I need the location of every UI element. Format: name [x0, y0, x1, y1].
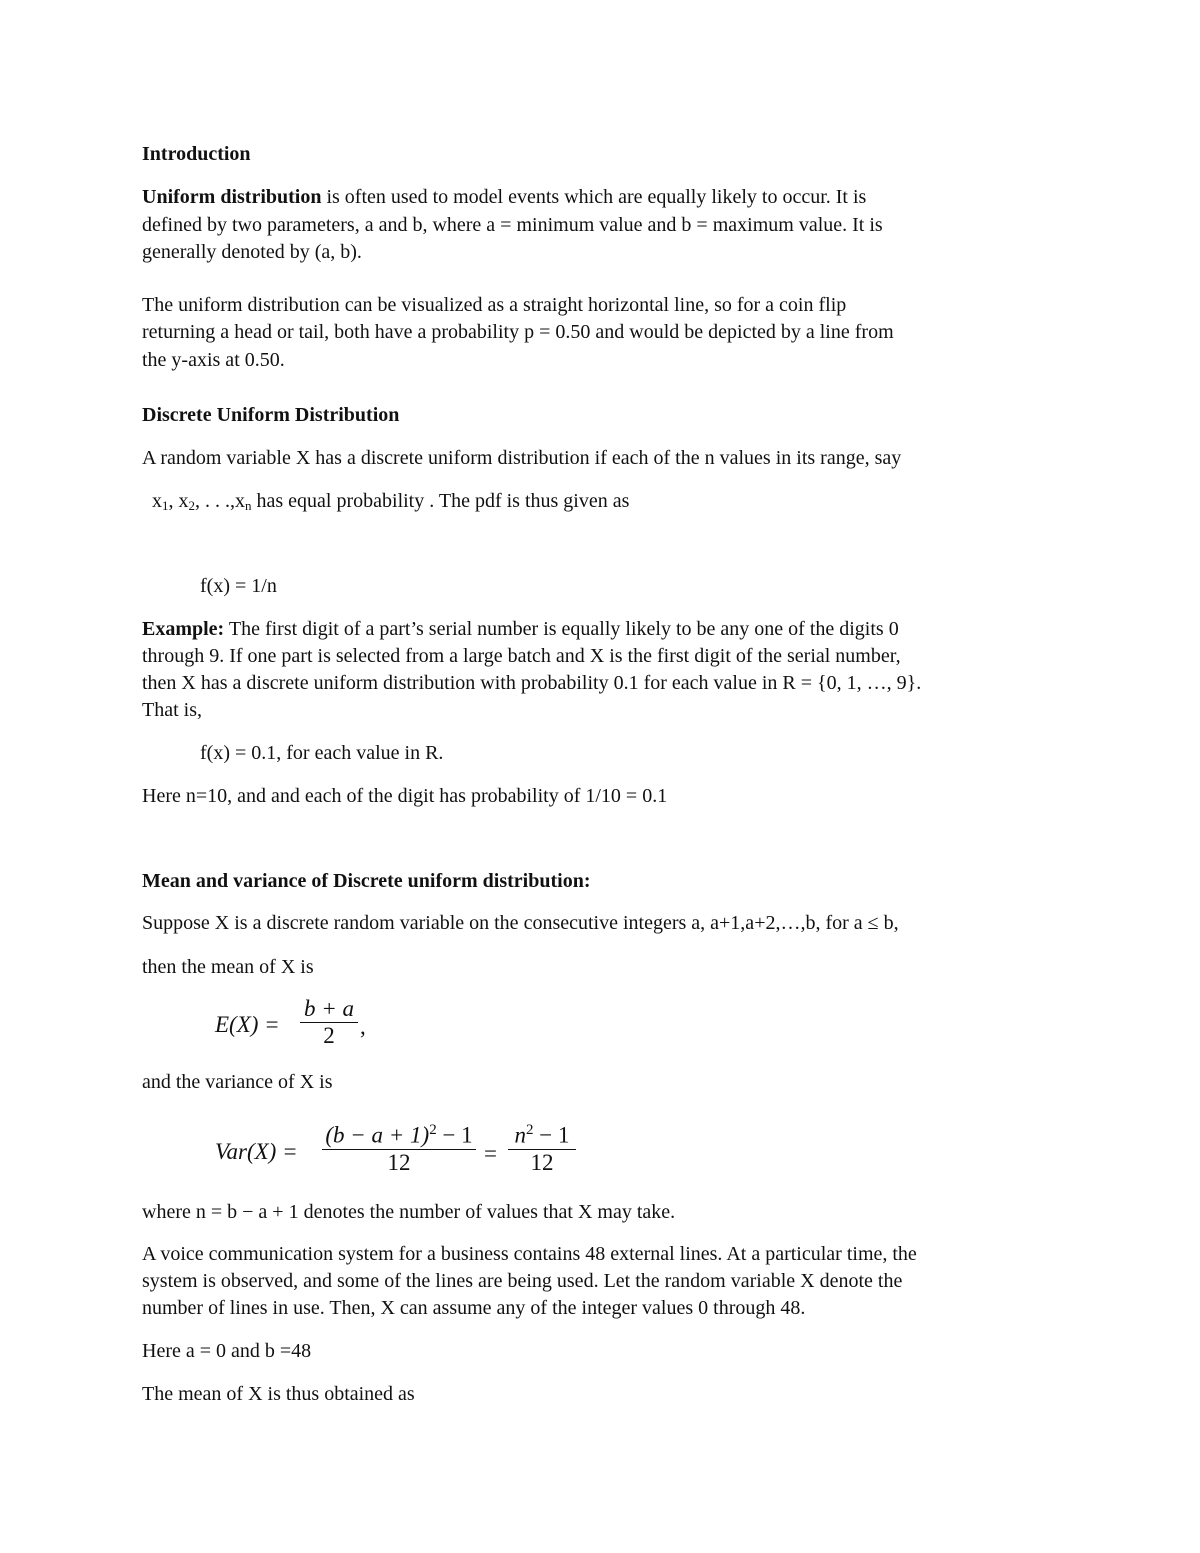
mean-var-line-3: and the variance of X is	[142, 1071, 333, 1093]
x2-subscript: 2	[188, 498, 195, 513]
x1-subscript: 1	[162, 498, 169, 513]
mean-formula-comma: ,	[360, 1014, 366, 1039]
intro-paragraph2-line-1: The uniform distribution can be visualized as a straight horizontal line, so for a coin flip	[142, 294, 847, 316]
voice-here-line: Here a = 0 and b =48	[142, 1340, 312, 1362]
variance-denominator-1: 12	[387, 1149, 411, 1175]
example-fx-formula: f(x) = 0.1, for each value in R.	[200, 742, 444, 764]
variance-numerator-1-tail: − 1	[436, 1122, 473, 1148]
variance-numerator-1	[325, 1122, 472, 1149]
mean-var-line-2: then the mean of X is	[142, 956, 314, 978]
intro-paragraph-line-3: generally denoted by (a, b).	[142, 241, 362, 263]
example-line-2: through 9. If one part is selected from a large batch and X is the first digit of the serial number,	[142, 645, 901, 667]
voice-mean-line: The mean of X is thus obtained as	[142, 1383, 415, 1405]
variance-equals: =	[484, 1141, 497, 1166]
example-here-line: Here n=10, and and each of the digit has probability of 1/10 = 0.1	[142, 785, 668, 807]
xn-symbol: , . . .,x	[195, 490, 245, 512]
voice-line-2: system is observed, and some of the lines are being used. Let the random variable X denote the	[142, 1270, 903, 1292]
variance-formula-fraction-2	[508, 1122, 576, 1176]
variance-numerator-2	[515, 1122, 570, 1149]
mean-var-line-1: Suppose X is a discrete random variable on the consecutive integers a, a+1,a+2,…,b, for a ≤ b,	[142, 912, 899, 934]
example-label: Example:	[142, 618, 225, 640]
uniform-distribution-term: Uniform distribution	[142, 186, 322, 208]
discrete-line-2-text: has equal probability . The pdf is thus given as	[251, 490, 630, 512]
variance-numerator-1-base: (b − a + 1)	[325, 1122, 430, 1148]
heading-mean-variance: Mean and variance of Discrete uniform distribution:	[142, 870, 591, 892]
mean-formula-lhs: E(X) =	[215, 1012, 280, 1037]
intro-paragraph2-line-2: returning a head or tail, both have a probability p = 0.50 and would be depicted by a line from	[142, 321, 894, 343]
voice-line-1: A voice communication system for a business contains 48 external lines. At a particular time, the	[142, 1243, 917, 1265]
example-line-3: then X has a discrete uniform distribution with probability 0.1 for each value in R = {0, 1, …, 9}.	[142, 672, 922, 694]
variance-numerator-1-exponent: 2	[429, 1122, 437, 1138]
intro-paragraph2-line-3: the y-axis at 0.50.	[142, 349, 285, 371]
intro-paragraph-line-1	[142, 186, 866, 209]
variance-numerator-2-tail: − 1	[533, 1122, 570, 1148]
mean-formula-numerator: b + a	[303, 996, 355, 1021]
heading-introduction: Introduction	[142, 143, 251, 165]
discrete-line-1: A random variable X has a discrete uniform distribution if each of the n values in its range, say	[142, 447, 902, 469]
example-line-4: That is,	[142, 699, 202, 721]
intro-paragraph-line-2: defined by two parameters, a and b, where a = minimum value and b = maximum value. It is	[142, 214, 883, 236]
variance-formula-lhs: Var(X) =	[215, 1139, 298, 1164]
xn-subscript: n	[245, 498, 252, 513]
voice-line-3: number of lines in use. Then, X can assume any of the integer values 0 through 48.	[142, 1297, 806, 1319]
mean-formula-denominator: 2	[323, 1023, 335, 1048]
variance-numerator-2-exponent: 2	[526, 1122, 534, 1138]
variance-numerator-2-base: n	[514, 1122, 526, 1148]
mean-formula-fraction	[300, 996, 358, 1049]
mean-var-where-line: where n = b − a + 1 denotes the number of values that X may take.	[142, 1201, 676, 1223]
example-line-1-text: The first digit of a part’s serial number is equally likely to be any one of the digits 0	[224, 618, 899, 640]
example-line-1	[142, 618, 899, 641]
variance-denominator-2: 12	[530, 1149, 554, 1175]
discrete-line-2	[152, 490, 629, 514]
variance-formula-fraction-1	[322, 1122, 476, 1176]
heading-discrete-uniform: Discrete Uniform Distribution	[142, 404, 400, 426]
x1-symbol: x	[152, 490, 162, 512]
x2-symbol: , x	[168, 490, 189, 512]
pdf-formula: f(x) = 1/n	[200, 575, 277, 597]
intro-line-1-text: is often used to model events which are equally likely to occur. It is	[321, 186, 867, 208]
